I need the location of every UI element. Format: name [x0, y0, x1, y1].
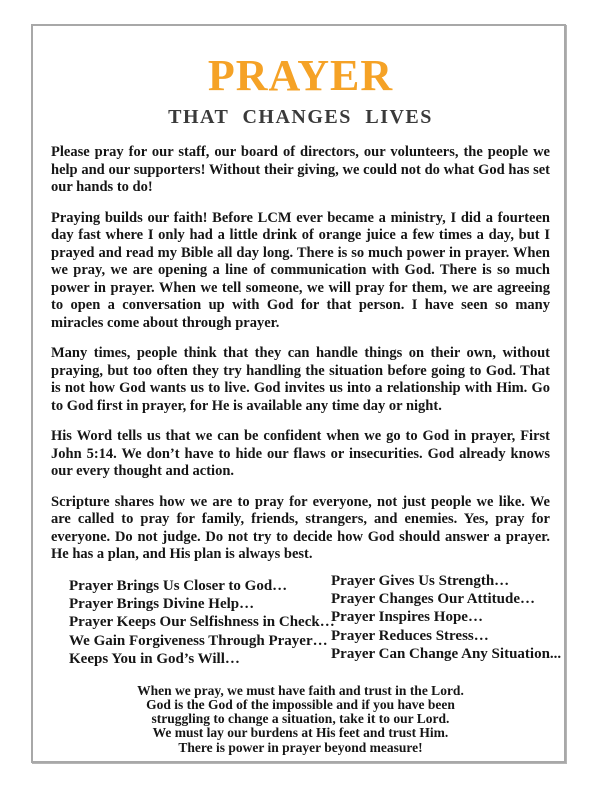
benefit-item: Prayer Brings Divine Help…	[69, 595, 255, 612]
benefit-item: Prayer Inspires Hope…	[331, 609, 483, 626]
benefit-item: Prayer Keeps Our Selfishness in Check…	[69, 614, 335, 631]
closing-line: We must lay our burdens at His feet and trust Him.	[152, 725, 449, 741]
benefits-list-left	[69, 577, 335, 669]
closing-line: There is power in prayer beyond measure!	[178, 739, 423, 755]
benefit-item: We Gain Forgiveness Through Prayer…	[69, 632, 328, 649]
page-border-frame	[31, 24, 566, 763]
paragraph-pray-for-everyone: Scripture shares how we are to pray for everyone, not just people we like. We are called to pray for family, friends, strangers, and enemies. Yes, pray for everyone. Do not judge. Do not try to decide how God should answer a prayer. He has a plan, and His plan is always best.	[51, 493, 550, 562]
paragraph-his-word-confident: His Word tells us that we can be confident when we go to God in prayer, First John 5:14. We don’t have to hide our flaws or insecurities. God already knows our every thought and action.	[51, 428, 550, 479]
page-subtitle: THAT CHANGES LIVES	[168, 106, 433, 128]
paragraph-pray-for-staff: Please pray for our staff, our board of directors, our volunteers, the people we help and our supporters! Without their giving, we could not do what God has set our hands to do!	[51, 144, 550, 195]
benefit-item: Prayer Brings Us Closer to God…	[69, 577, 288, 594]
page-title: PRAYER	[207, 51, 394, 100]
closing-line: struggling to change a situation, take it to our Lord.	[151, 711, 450, 727]
prayer-benefits-lists	[51, 572, 562, 669]
page-content	[33, 26, 564, 755]
benefit-item: Prayer Changes Our Attitude…	[331, 590, 536, 607]
benefit-item: Prayer Can Change Any Situation...	[331, 646, 562, 663]
benefit-item: Prayer Reduces Stress…	[331, 627, 489, 644]
benefits-list-right	[331, 572, 561, 669]
closing-line: God is the God of the impossible and if you have been	[146, 696, 455, 712]
paragraph-handle-things-own: Many times, people think that they can handle things on their own, without praying, but too often they try handling the situation before going to God. That is not how God wants us to live. God invites us into a relationship with Him. Go to God first in prayer, for He is available any time day or night.	[51, 345, 550, 414]
benefit-item: Prayer Gives Us Strength…	[331, 572, 510, 589]
paragraph-praying-builds-faith: Praying builds our faith! Before LCM ever became a ministry, I did a fourteen day fast where I only had a little drink of orange juice a few times a day, but I prayed and read my Bible all day long. There is so much power in prayer. When we pray, we are opening a line of communication with God. There is so much power in prayer. When we tell someone, we will pray for them, we are agreeing to open a conversation up with God for that person. I have seen so many miracles come about through prayer.	[51, 209, 550, 331]
closing-block	[51, 684, 550, 755]
closing-line: When we pray, we must have faith and trust in the Lord.	[137, 682, 464, 698]
body-paragraphs	[51, 144, 550, 564]
benefit-item: Keeps You in God’s Will…	[69, 651, 240, 668]
